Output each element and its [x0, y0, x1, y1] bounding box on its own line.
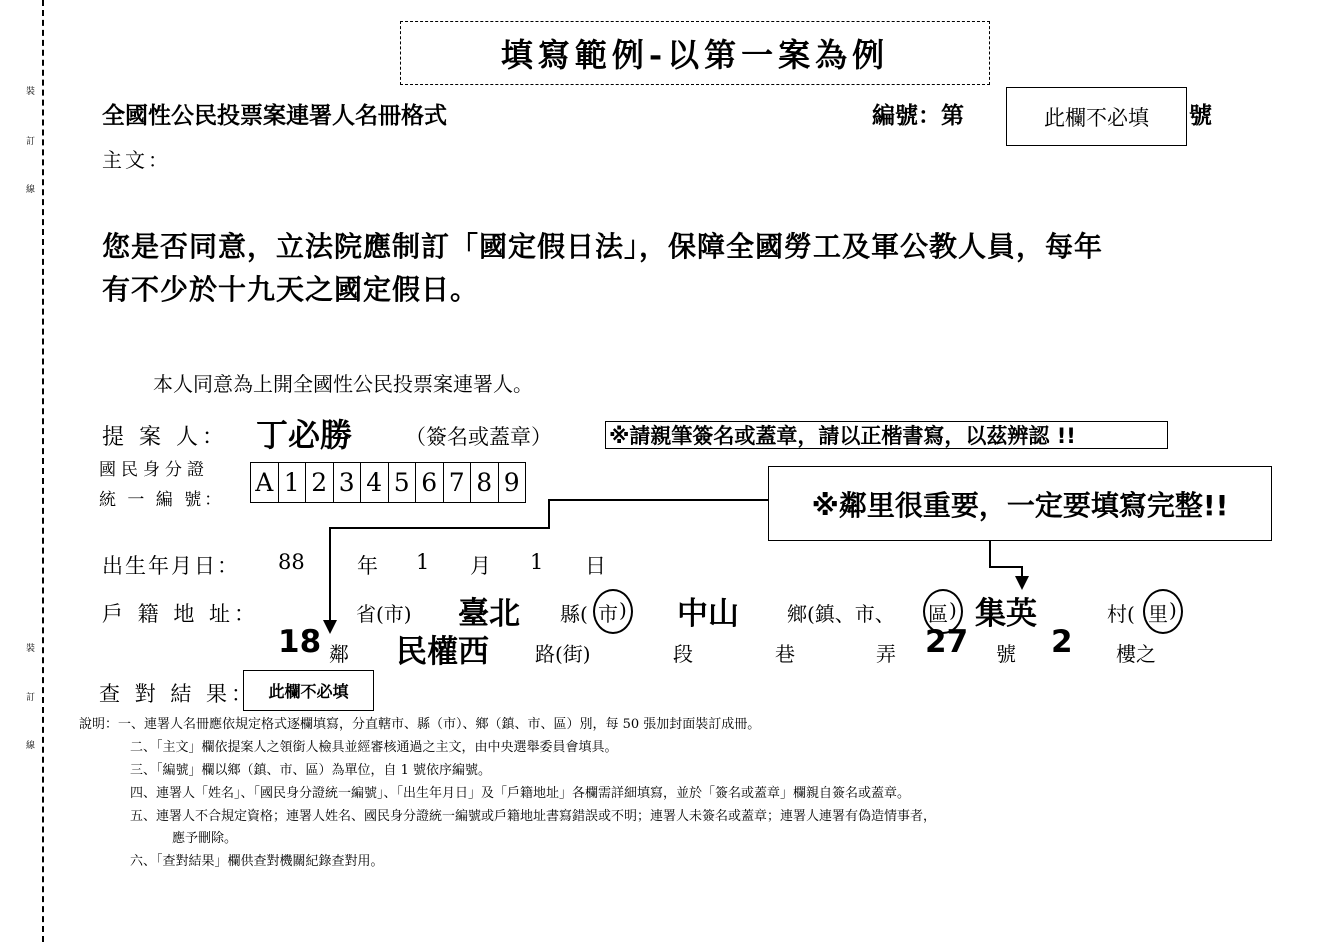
binding-char: 線 [26, 741, 36, 751]
id-digit: 3 [333, 462, 362, 503]
id-digit: 7 [443, 462, 472, 503]
note-item-continued: 應予刪除。 [172, 831, 238, 846]
county-unit-close: ) [619, 598, 627, 622]
note-item: 五、連署人不合規定資格；連署人姓名、國民身分證統一編號或戶籍地址書寫錯誤或不明；連署人未簽名或蓋章；連署人連署有偽造情事者， [130, 809, 937, 824]
binding-char: 線 [26, 185, 36, 195]
note-item: 四、連署人「姓名」、「國民身分證統一編號」、「出生年月日」及「戶籍地址」各欄需詳細填寫，並於「簽名或蓋章」欄親自簽名或蓋章。 [130, 786, 911, 801]
house-number-value[interactable]: 27 [925, 624, 969, 660]
road-value[interactable]: 民權西 [396, 634, 489, 670]
floor-value[interactable]: 2 [1051, 624, 1073, 660]
county-unit-selected: 市 [598, 602, 618, 626]
birth-month[interactable]: 1 [416, 550, 430, 574]
number-suffix: 號 [1189, 102, 1212, 129]
notes-lead: 說明： [79, 717, 119, 732]
selection-circle [593, 589, 633, 634]
town-unit-selected: 區 [928, 602, 948, 626]
county-value[interactable]: 臺北 [458, 596, 520, 632]
note-item: 二、「主文」欄依提案人之領銜人檢具並經審核通過之主文，由中央選舉委員會填具。 [130, 740, 618, 755]
village-value[interactable]: 集英 [975, 596, 1037, 632]
town-unit-open: 鄉(鎮、市、 [787, 602, 895, 626]
note-item: 六、「查對結果」欄供查對機關紀錄查對用。 [130, 854, 384, 869]
address-label: 戶 籍 地 址： [102, 602, 260, 626]
section-unit: 段 [673, 642, 693, 666]
birth-month-unit: 月 [470, 554, 491, 578]
road-unit: 路(街) [535, 642, 591, 666]
arrow-line-right [990, 541, 1022, 578]
birth-day-unit: 日 [585, 554, 606, 578]
selection-circle [1143, 589, 1183, 634]
example-title: 填寫範例-以第一案為例 [400, 21, 990, 85]
town-value[interactable]: 中山 [677, 596, 739, 632]
binding-char: 訂 [26, 137, 36, 147]
id-digit: 1 [278, 462, 307, 503]
birth-year-unit: 年 [357, 554, 378, 578]
id-digit: 4 [360, 462, 389, 503]
birth-day[interactable]: 1 [530, 550, 544, 574]
consent-statement: 本人同意為上開全國性公民投票案連署人。 [153, 372, 533, 396]
main-label: 主文： [102, 148, 171, 172]
id-digit: A [250, 462, 279, 503]
main-text-line: 有不少於十九天之國定假日。 [102, 273, 480, 306]
id-label-line2: 統 一 編 號： [99, 490, 225, 510]
province-unit: 省(市) [356, 602, 412, 626]
house-number-unit: 號 [996, 642, 1016, 666]
binding-char: 訂 [26, 693, 36, 703]
note-item: 三、「編號」欄以鄉（鎮、市、區）為單位，自 1 號依序編號。 [130, 763, 492, 778]
binding-char: 裝 [26, 644, 36, 654]
main-text-line: 您是否同意，立法院應制訂「國定假日法」，保障全國勞工及軍公教人員，每年 [102, 230, 1104, 263]
form-title: 全國性公民投票案連署人名冊格式 [102, 102, 447, 129]
check-result-field[interactable]: 此欄不必填 [243, 670, 374, 711]
proposer-label: 提 案 人： [102, 425, 228, 450]
signature-warning: ※請親筆簽名或蓋章，請以正楷書寫，以茲辨認 !! [605, 421, 1168, 449]
id-label-line1: 國民身分證 [99, 460, 209, 480]
town-unit-close: ) [949, 598, 957, 622]
id-digit: 8 [470, 462, 499, 503]
village-unit-open: 村( [1107, 602, 1135, 626]
binding-char: 裝 [26, 87, 36, 97]
id-digit: 2 [305, 462, 334, 503]
number-prefix: 編號：第 [872, 102, 964, 129]
proposer-name[interactable]: 丁必勝 [256, 416, 353, 454]
note-item: 一、連署人名冊應依規定格式逐欄填寫，分直轄市、縣（市）、鄉（鎮、市、區）別，每 50 張加封面裝訂成冊。 [118, 717, 761, 732]
arrow-head-left [323, 620, 337, 634]
village-unit-selected: 里 [1148, 602, 1168, 626]
county-unit-open: 縣( [560, 602, 588, 626]
neighborhood-unit: 鄰 [329, 642, 349, 666]
callout-box: ※鄰里很重要，一定要填寫完整!! [768, 466, 1272, 541]
birth-year[interactable]: 88 [278, 550, 305, 574]
birth-label: 出生年月日： [102, 554, 240, 578]
village-unit-close: ) [1169, 598, 1177, 622]
id-digit: 6 [415, 462, 444, 503]
number-field[interactable]: 此欄不必填 [1006, 87, 1187, 146]
id-digit: 9 [498, 462, 527, 503]
alley-unit: 弄 [876, 642, 896, 666]
floor-unit: 樓之 [1116, 642, 1156, 666]
sign-note: （簽名或蓋章） [405, 425, 552, 449]
neighborhood-value[interactable]: 18 [278, 624, 322, 660]
lane-unit: 巷 [775, 642, 795, 666]
check-label: 查 對 結 果： [99, 682, 257, 706]
id-digit: 5 [388, 462, 417, 503]
